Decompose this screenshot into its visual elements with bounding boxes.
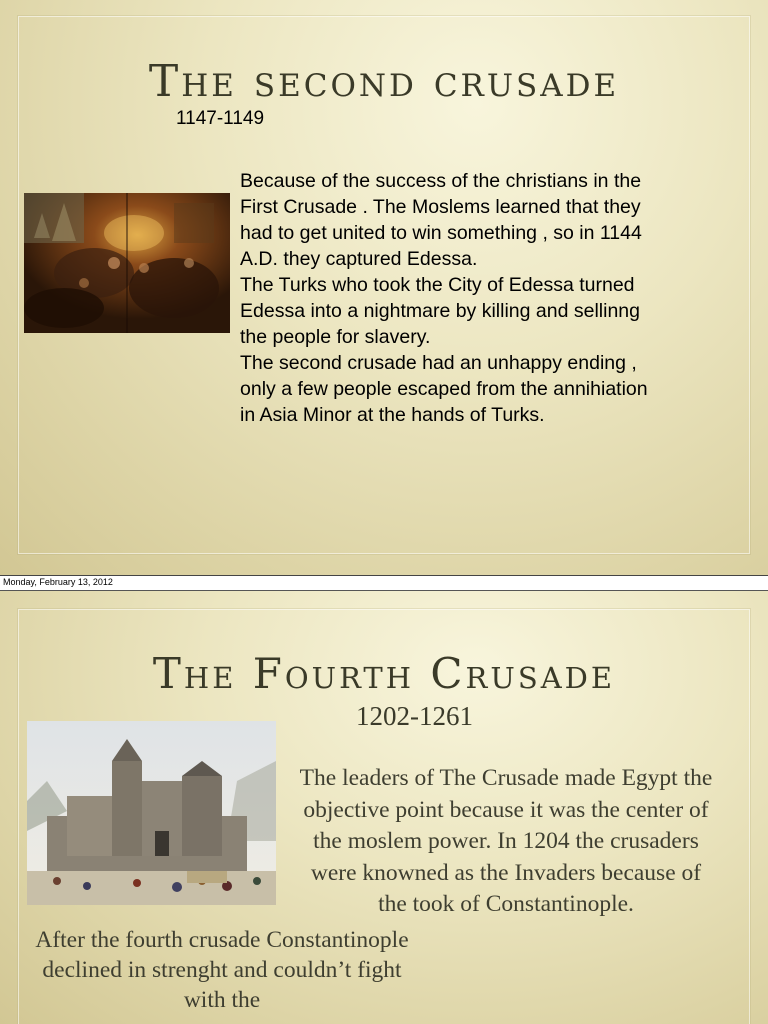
paragraph: The Turks who took the City of Edessa turned Edessa into a nightmare by killing and sellinng the people for slavery. bbox=[240, 274, 640, 348]
battle-painting-image bbox=[24, 193, 230, 333]
slide-title: The second crusade bbox=[148, 56, 620, 107]
slide-body-text-right: The leaders of The Crusade made Egypt the objective point because it was the center of the moslem power. In 1204 the crusaders were knowned as the Invaders because of the took of Constantinople. bbox=[299, 765, 713, 917]
slide-fourth-crusade bbox=[0, 590, 768, 1024]
slide-title: The Fourth Crusade bbox=[152, 649, 616, 698]
slide-date-footer: Monday, February 13, 2012 bbox=[0, 576, 768, 590]
paragraph: Because of the success of the christians in the First Crusade . The Moslems learned that they had to get united to win something , so in 1144 A.D. they captured Edessa. bbox=[240, 170, 642, 270]
slide-body-text bbox=[240, 168, 660, 428]
slide-subtitle-years: 1202-1261 bbox=[356, 701, 473, 731]
paragraph: The second crusade had an unhappy ending , only a few people escaped from the annihiation in Asia Minor at the hands of Turks. bbox=[240, 352, 648, 426]
slide-body-text-left: After the fourth crusade Constantinople declined in strenght and couldn’t fight with the bbox=[35, 927, 409, 1013]
slide-subtitle-years: 1147-1149 bbox=[176, 108, 265, 129]
castle-illustration-image bbox=[27, 721, 276, 905]
